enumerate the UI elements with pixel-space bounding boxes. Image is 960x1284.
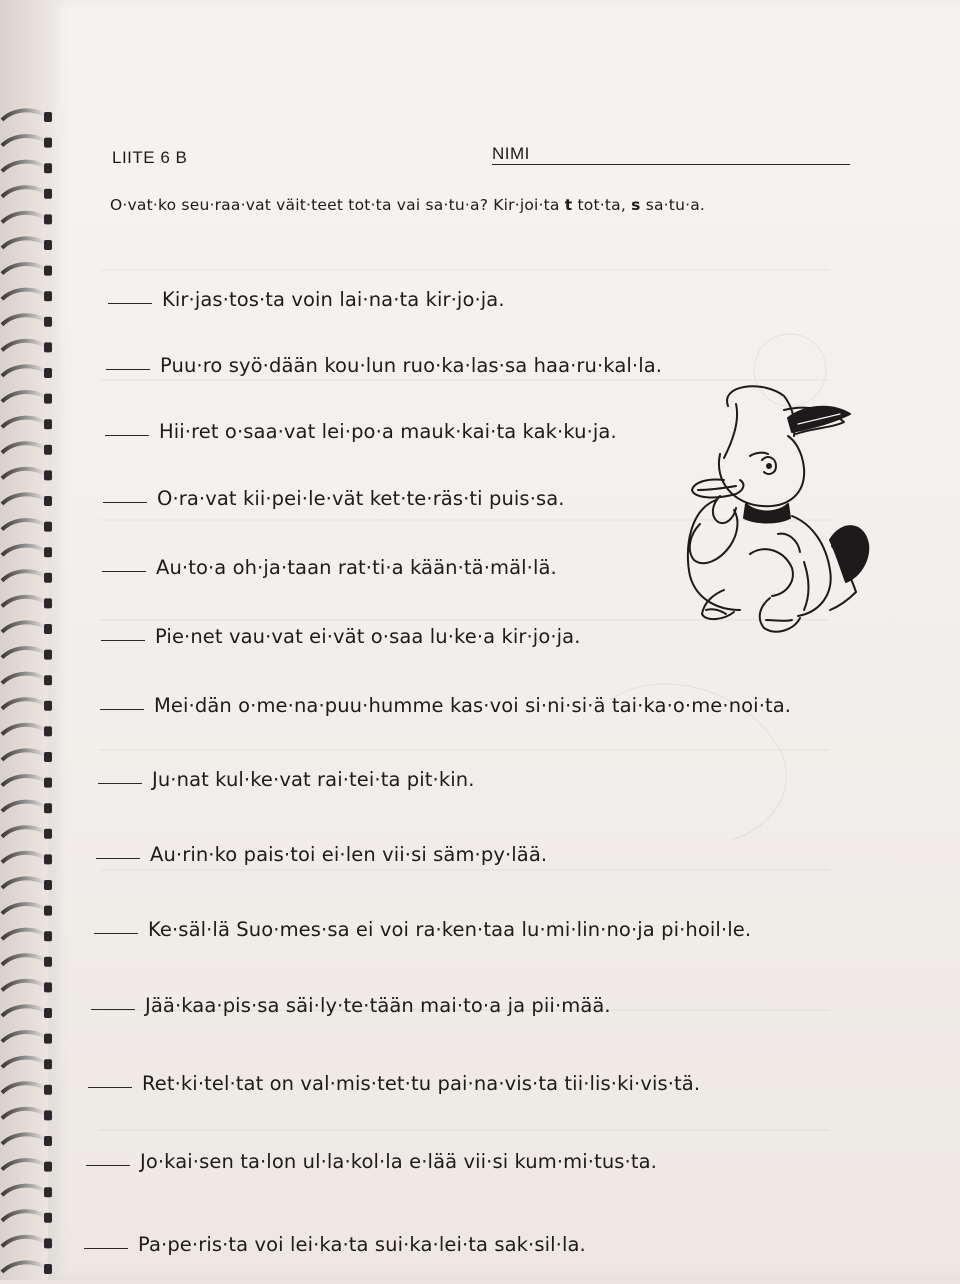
statement-item bbox=[88, 1072, 700, 1095]
answer-blank[interactable] bbox=[102, 571, 146, 572]
false-symbol: s bbox=[631, 196, 641, 214]
statement-text: O·ra·vat kii·pei·le·vät ket·te·räs·ti puis·sa. bbox=[157, 487, 565, 510]
statement-item bbox=[86, 1150, 657, 1173]
statement-item bbox=[102, 556, 557, 579]
statement-text: Kir·jas·tos·ta voin lai·na·ta kir·jo·ja. bbox=[162, 288, 505, 311]
answer-blank[interactable] bbox=[101, 640, 145, 641]
cartoon-duck-illustration bbox=[680, 384, 870, 640]
statement-text: Au·to·a oh·ja·taan rat·ti·a kään·tä·mäl·lä. bbox=[156, 556, 557, 579]
statement-text: Jo·kai·sen ta·lon ul·la·kol·la e·lää vii·si kum·mi·tus·ta. bbox=[140, 1150, 657, 1173]
statement-text: Ret·ki·tel·tat on val·mis·tet·tu pai·na·vis·ta tii·lis·ki·vis·tä. bbox=[142, 1072, 701, 1095]
body-right bbox=[792, 516, 831, 616]
statement-text: Pie·net vau·vat ei·vät o·saa lu·ke·a kir·jo·ja. bbox=[155, 625, 581, 648]
statement-item bbox=[106, 354, 662, 377]
answer-blank[interactable] bbox=[88, 1087, 132, 1088]
answer-blank[interactable] bbox=[106, 369, 150, 370]
answer-blank[interactable] bbox=[94, 933, 138, 934]
statement-item bbox=[98, 768, 475, 791]
statement-text: Puu·ro syö·dään kou·lun ruo·ka·las·sa haa·ru·kal·la. bbox=[160, 354, 663, 377]
instruction-part-2: tot·ta, bbox=[572, 196, 632, 214]
statement-text: Au·rin·ko pais·toi ei·len vii·si säm·py·lää. bbox=[150, 843, 548, 866]
hat-brim-left bbox=[724, 404, 737, 458]
statement-item bbox=[100, 694, 791, 717]
statement-text: Hii·ret o·saa·vat lei·po·a mauk·kai·ta kak·ku·ja. bbox=[159, 420, 617, 443]
answer-blank[interactable] bbox=[108, 303, 152, 304]
true-symbol: t bbox=[564, 196, 573, 214]
statement-item bbox=[108, 288, 505, 311]
statement-item bbox=[91, 994, 611, 1017]
statement-text: Ke·säl·lä Suo·mes·sa ei voi ra·ken·taa lu·mi·lin·no·ja pi·hoil·le. bbox=[148, 918, 752, 941]
statement-text: Ju·nat kul·ke·vat rai·tei·ta pit·kin. bbox=[152, 768, 475, 791]
answer-blank[interactable] bbox=[96, 858, 140, 859]
name-label: NIMI bbox=[492, 144, 530, 163]
statement-item bbox=[84, 1233, 586, 1256]
statement-text: Pa·pe·ris·ta voi lei·ka·ta sui·ka·lei·ta sak·sil·la. bbox=[138, 1233, 586, 1256]
answer-blank[interactable] bbox=[105, 435, 149, 436]
statement-text: Mei·dän o·me·na·puu·humme kas·voi si·ni·si·ä tai·ka·o·me·noi·ta. bbox=[154, 694, 792, 717]
statement-item bbox=[103, 487, 565, 510]
appendix-label: LIITE 6 B bbox=[112, 148, 188, 167]
answer-blank[interactable] bbox=[103, 502, 147, 503]
answer-blank[interactable] bbox=[100, 709, 144, 710]
statement-item bbox=[94, 918, 751, 941]
statement-item bbox=[101, 625, 581, 648]
answer-blank[interactable] bbox=[91, 1009, 135, 1010]
instruction-part-1: O·vat·ko seu·raa·vat väit·teet tot·ta vai sa·tu·a? Kir·joi·ta bbox=[110, 196, 565, 214]
answer-blank[interactable] bbox=[86, 1165, 130, 1166]
answer-blank[interactable] bbox=[84, 1248, 128, 1249]
instruction-part-3: sa·tu·a. bbox=[640, 196, 706, 214]
statement-item bbox=[105, 420, 617, 443]
statement-item bbox=[96, 843, 547, 866]
statement-text: Jää·kaa·pis·sa säi·ly·te·tään mai·to·a ja pii·mää. bbox=[145, 994, 611, 1017]
answer-blank[interactable] bbox=[98, 783, 142, 784]
